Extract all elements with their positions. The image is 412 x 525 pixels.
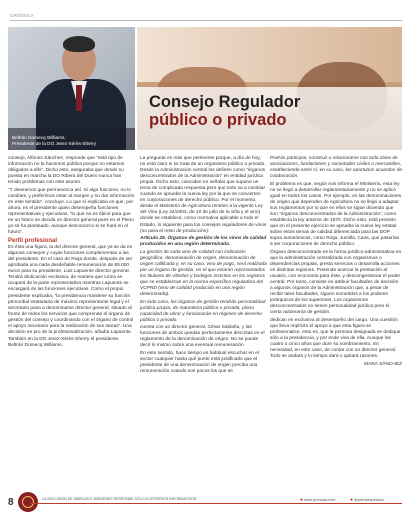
footer-twitter[interactable]: ●@prensaquintium [350, 497, 384, 503]
twitter-icon: ● [350, 497, 354, 503]
article-column-2: La pregunta es más que pertinente porque, a día de hoy, no está claro si se trata de un organismo público o privado. Desde la Administración central los definen como “órganos desconcentrados de la Administración” en entidad jurídica propia. Dicho esto, coinciden en señalar que supone un tema de complicada respuesta pero que todo va a cambiar cuando se apruebe la nueva ley por la que se convierten en corporaciones de derecho público. Por el momento, desde el Ministerio de Agricultura remiten a la vigente Ley del Vino (Ley 24/2003, de 10 de julio de la viña y el vino) donde se establece, como normativa aplicable a todo el Estado, lo siguiente para los consejos reguladores de vinos (no para el resto de producción): Artículo 25. Órganos de gestión de los vinos de calidad producidos en una región determinada. La gestión de cada vino de calidad con indicación geográfica, denominación de origen, denominación de origen calificada y, en su caso, vino de pago, será realizada por un órgano de gestión, en el que estarán representados los titulares de viñedos y bodegas inscritos en los registros que se establezcan en la norma específica reguladora del VCPRD (vino de calidad producido en una región determinada). En todo caso, los órganos de gestión tendrán personalidad jurídica propia, de naturaleza pública o privada, plena capacidad de obrar y funcionarán en régimen de derecho público o privado. cuenta con un director general, César Saldaña, y las funciones de ambos quedan perfectamente descritas en el reglamento de la denominación de origen. No se puede decir lo mismo sobre una eventual remuneración. En este sentido, hace tiempo es habitual escuchar en el sector cualquier hasta qué punto está justificado que el presidente de una denominación de origen perciba una remuneración cuando son pocos los que se [140, 156, 267, 375]
headline-line1: Consejo Regulador [149, 93, 301, 111]
article-column-3: Podrán participar, construir o relacionarse con toda clase de asociaciones, fundaciones y sociedades civiles o mercantiles, estableciendo entre sí, en su caso, los oportunos acuerdos de colaboración. El problema es que, según nos informa el Ministerio, esta ley no se llegó a desarrollar reglamentariamente y no se aplicó igual en todos los casos. Por ejemplo, en las denominaciones de origen que dependen de Agricultura no se llegó a adaptar sus reglamentos por lo que en ellos se sigue diciendo que son “órganos desconcentrados de la Administración”, como establecía la ley anterior de 1970. Dicho esto, está previsto que en el presente ejercicio se apruebe la nueva ley estatal sobre estos temas de calidad diferenciada para las DOP supra autonómicas, como Rioja, Jumilla, Cava, que pasarían a ser corporaciones de derecho público. Órgano desconcentrado es la forma jurídico-administrativa en que la administración centralizada con organismos o dependencias propias, presta servicios o desarrolla acciones en distintas regiones. Pretende acercar la prestación al usuario, con economía para éste, y descongestionar el poder central. Por tanto, consiste en atribuir facultades de decisión a algunos órganos de la Administración que, a pesar de recibir tales facultades, siguen sometidos a los poderes jerárquicos de los superiores. Los organismos desconcentrados no tienen personalidad jurídica pero sí cierta autonomía de gestión. dedican en exclusiva al desempeño del cargo. Una cuestión que lleva implícito el apoyo a que esta figura se profesionalice, esto es, que la persona designada se dedique sólo a la presidencia, y por ende viva de ella. Aunque los cuatro o cinco años que dure su nombramiento, sin necesidad, en este caso, de contar con un director general. Todo se andará y lo tiempo dará o quitará razones. MARA SÁNCHEZ [270, 156, 402, 368]
hero-image [137, 27, 402, 150]
footer-website[interactable]: ●www.prensiss.com [300, 497, 336, 503]
headline-line2: público o privado [149, 111, 287, 129]
globe-icon: ● [300, 497, 304, 503]
top-divider [10, 20, 402, 21]
portrait-photo [8, 27, 135, 150]
photo-caption: Beltrán Domecq Williams, Presidente de la DO Jerez-Xérès-Sherry [12, 135, 97, 146]
page-number: 8 [8, 497, 14, 508]
footer-rule [30, 503, 402, 504]
logo-ring-icon [22, 496, 34, 508]
footer-disclaimer: LA INCLUSIÓN DE MARCAS E IMÁGENES RESPONDE SÓLO A CRITERIOS INFORMATIVOS [42, 497, 197, 501]
article-quote-heading: Artículo 25. Órganos de gestión de los vinos de calidad producidos en una región determinada. [140, 236, 267, 248]
author-signature: MARA SÁNCHEZ [364, 362, 402, 368]
subheading: Perfil profesional [8, 238, 58, 245]
section-label: CRÓNICA [10, 13, 35, 18]
article-column-1: consejo, Alfonso Sánchez, responde que “está tipo de información no la hacemos pública porque no estamos obligados a ello”. Dicho esto, aseguraba que desde su puesta en marcha la DO Ribera del Duero nunca han tenido problemas con este asunto. “Y deseamos que permanezca así. Si algo funciona, no lo cambies, y preferimos estar al margen y no dar información en este sentido”, concluye. Lo que sí explicaba es que, por ahora, es el presidente quien desempeña funciones representativas y ejecutivas, “lo que no es óbice para que en un futuro se decida un director general pues en el Pleno ya se ha planteado, aunque desconozco si se hará en el futuro”. Perfil profesional Es ésta una figura, la del director general, que ya se da en algunos consejos y cuyas funciones complementan a las del presidente. En el caso de Rioja donde, después de ser aprobada una nada desdeñable remuneración de 85.000 euros para su presidente, Luis Lapuente director general. Tendrá dedicación exclusiva, de manera que Leiza se ocupará de la parte representativa mientras Lapuente se encargará de las funciones ejecutivas. Como el propio presidente explicaba, “la presidencia mantiene su función primordial estatutaria de máximo representante legal y el secretario pasa a denominarse director general, situado al frente de todos los servicios que comprende el órgano de gestión del consejo y coordinando con el órgano de control el apoyo necesario para la realización de sus tareas”. Una decisión en pro de la profesionalización, añadía Lapuente. También en la DO Jerez-Xérès-Sherry el presidente, Beltrán Domecq Williams, [8, 156, 135, 349]
